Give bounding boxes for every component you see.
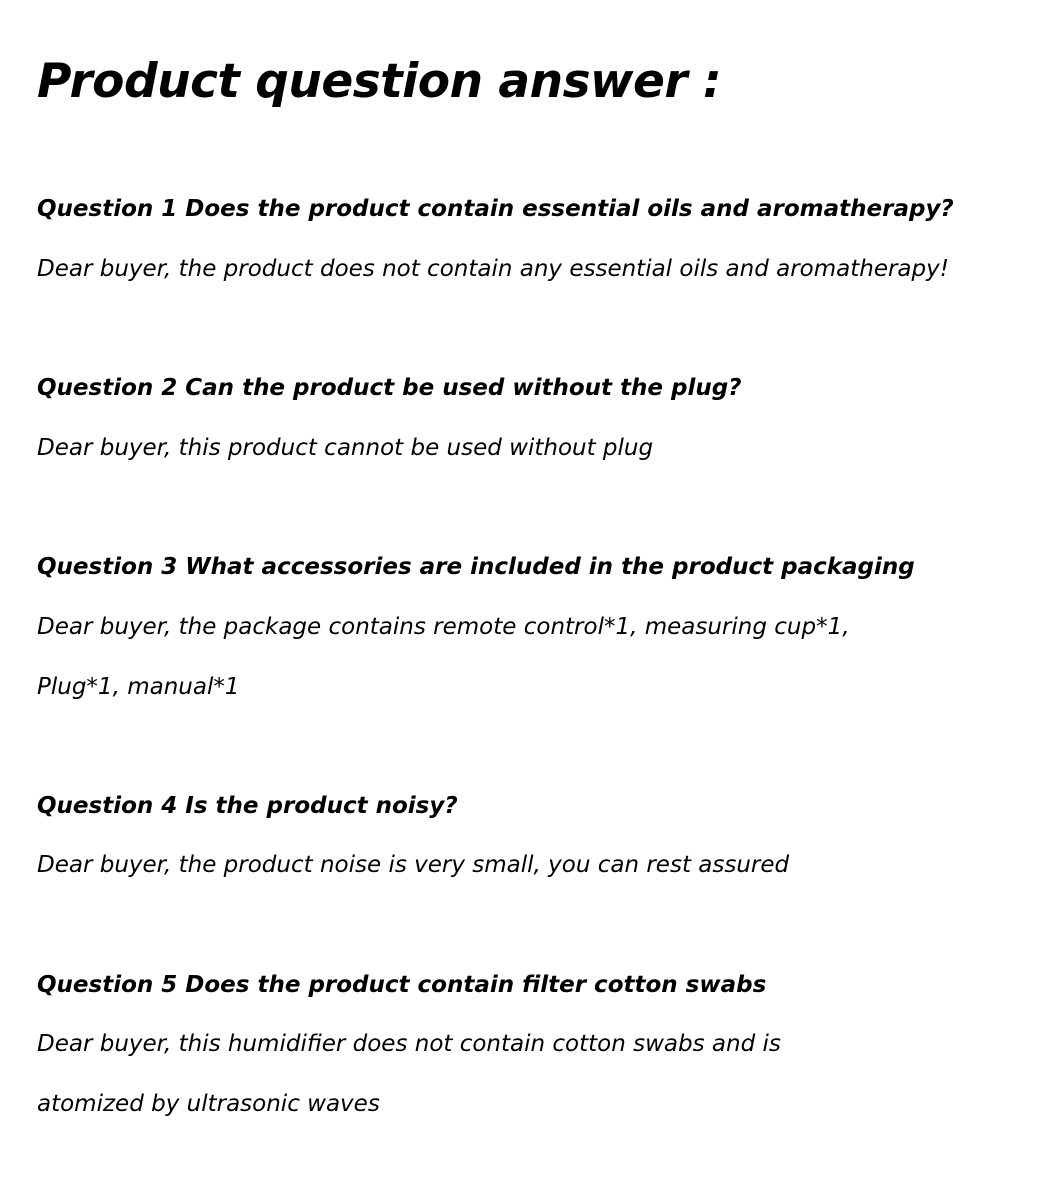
answer-4-line-1: Dear buyer, the product noise is very small, you can rest assured xyxy=(37,852,790,878)
question-5: Question 5 Does the product contain filter cotton swabs xyxy=(37,972,767,998)
answer-3-line-1: Dear buyer, the package contains remote control*1, measuring cup*1, xyxy=(37,614,850,640)
question-2: Question 2 Can the product be used without the plug? xyxy=(37,375,742,401)
answer-3-line-2: Plug*1, manual*1 xyxy=(37,674,240,700)
question-3: Question 3 What accessories are included in the product packaging xyxy=(37,554,915,580)
answer-1-line-1: Dear buyer, the product does not contain any essential oils and aromatherapy! xyxy=(37,256,949,282)
answer-5-line-1: Dear buyer, this humidifier does not contain cotton swabs and is xyxy=(37,1031,781,1057)
page-title: Product question answer : xyxy=(37,54,722,109)
answer-2-line-1: Dear buyer, this product cannot be used without plug xyxy=(37,435,654,461)
answer-5-line-2: atomized by ultrasonic waves xyxy=(37,1091,380,1117)
question-1: Question 1 Does the product contain essential oils and aromatherapy? xyxy=(37,196,954,222)
question-4: Question 4 Is the product noisy? xyxy=(37,793,458,819)
